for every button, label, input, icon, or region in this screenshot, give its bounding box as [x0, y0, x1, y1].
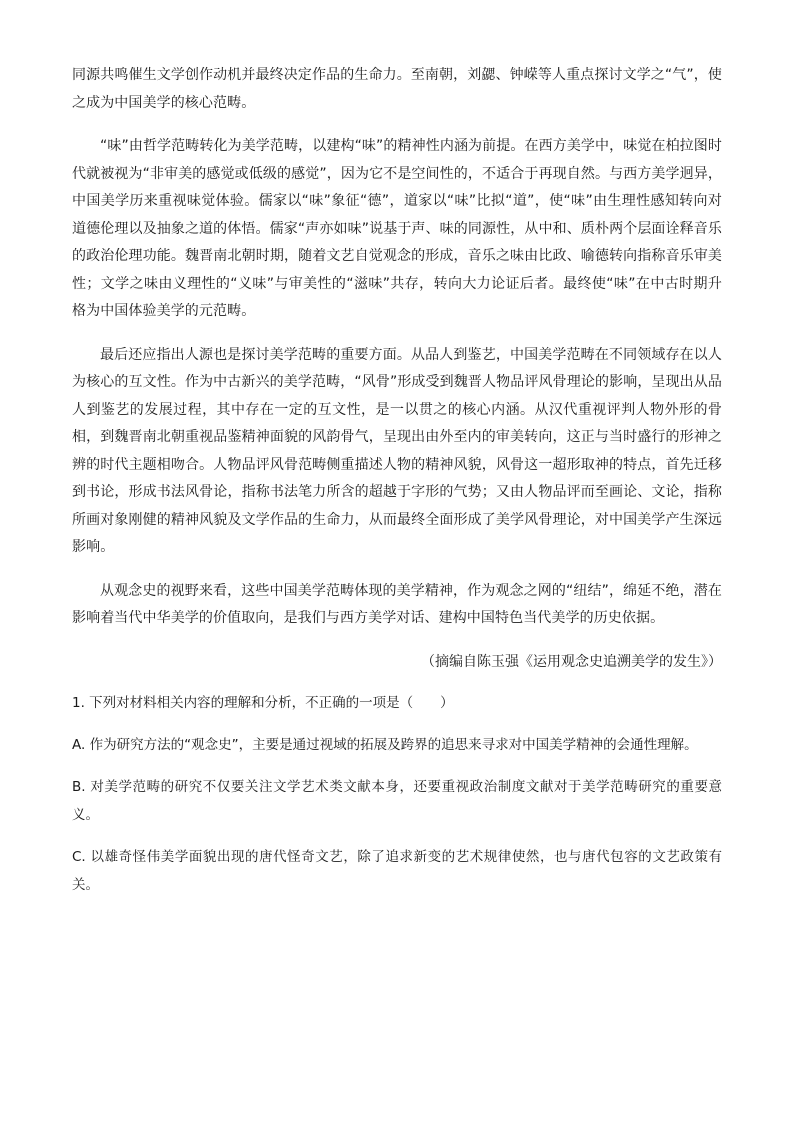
- question-stem: 1. 下列对材料相关内容的理解和分析，不正确的一项是（ ）: [72, 694, 454, 711]
- source-citation: （摘编自陈玉强《运用观念史追溯美学的发生》）: [421, 653, 722, 670]
- option-b: B. 对美学范畴的研究不仅要关注文学艺术类文献本身，还要重视政治制度文献对于美学范畴研究的重要意义。: [72, 778, 722, 823]
- paragraph-fenggu: 最后还应指出人源也是探讨美学范畴的重要方面。从品人到鉴艺，中国美学范畴在不同领域存在以人为核心的互文性。作为中古新兴的美学范畴，“风骨”形成受到魏晋人物品评风骨理论的影响，呈现出从品人到鉴艺的发展过程，其中存在一定的互文性，是一以贯之的核心内涵。从汉代重视评判人物外形的骨相，到魏晋南北朝重视品鉴精神面貌的风韵骨气，呈现出由外至内的审美转向，这正与当时盛行的形神之辨的时代主题相吻合。人物品评风骨范畴侧重描述人物的精神风貌，风骨这一超形取神的特点，首先迁移到书论，形成书法风骨论，指称书法笔力所含的超越于字形的气势；又由人物品评而至画论、文论，指称所画对象刚健的精神风貌及文学作品的生命力，从而最终全面形成了美学风骨理论，对中国美学产生深远影响。: [72, 346, 722, 555]
- paragraph-wei: “味”由哲学范畴转化为美学范畴，以建构“味”的精神性内涵为前提。在西方美学中，味觉在柏拉图时代就被视为“非审美的感觉或低级的感觉”，因为它不是空间性的，不适合于再现自然。与西方美学迥异，中国美学历来重视味觉体验。儒家以“味”象征“德”，道家以“味”比拟“道”，使“味”由生理性感知转向对道德伦理以及抽象之道的体悟。儒家“声亦如味”说基于声、味的同源性，从中和、质朴两个层面诠释音乐的政治伦理功能。魏晋南北朝时期，随着文艺自觉观念的形成，音乐之味由比政、喻德转向指称音乐审美性；文学之味由义理性的“义味”与审美性的“滋味”共存，转向大力论证后者。最终使“味”在中古时期升格为中国体验美学的元范畴。: [72, 138, 722, 319]
- paragraph-conclusion: 从观念史的视野来看，这些中国美学范畴体现的美学精神，作为观念之网的“纽结”，绵延不绝，潜在影响着当代中华美学的价值取向，是我们与西方美学对话、建构中国特色当代美学的历史依据。: [72, 582, 722, 626]
- paragraph-qi-continued: 同源共鸣催生文学创作动机并最终决定作品的生命力。至南朝，刘勰、钟嵘等人重点探讨文学之“气”，使之成为中国美学的核心范畴。: [72, 67, 722, 111]
- document-page: [72, 62, 722, 913]
- option-a: A. 作为研究方法的“观念史”，主要是通过视域的拓展及跨界的追思来寻求对中国美学精神的会通性理解。: [72, 736, 698, 753]
- option-c: C. 以雄奇怪伟美学面貌出现的唐代怪奇文艺，除了追求新变的艺术规律使然，也与唐代包容的文艺政策有关。: [72, 848, 722, 893]
